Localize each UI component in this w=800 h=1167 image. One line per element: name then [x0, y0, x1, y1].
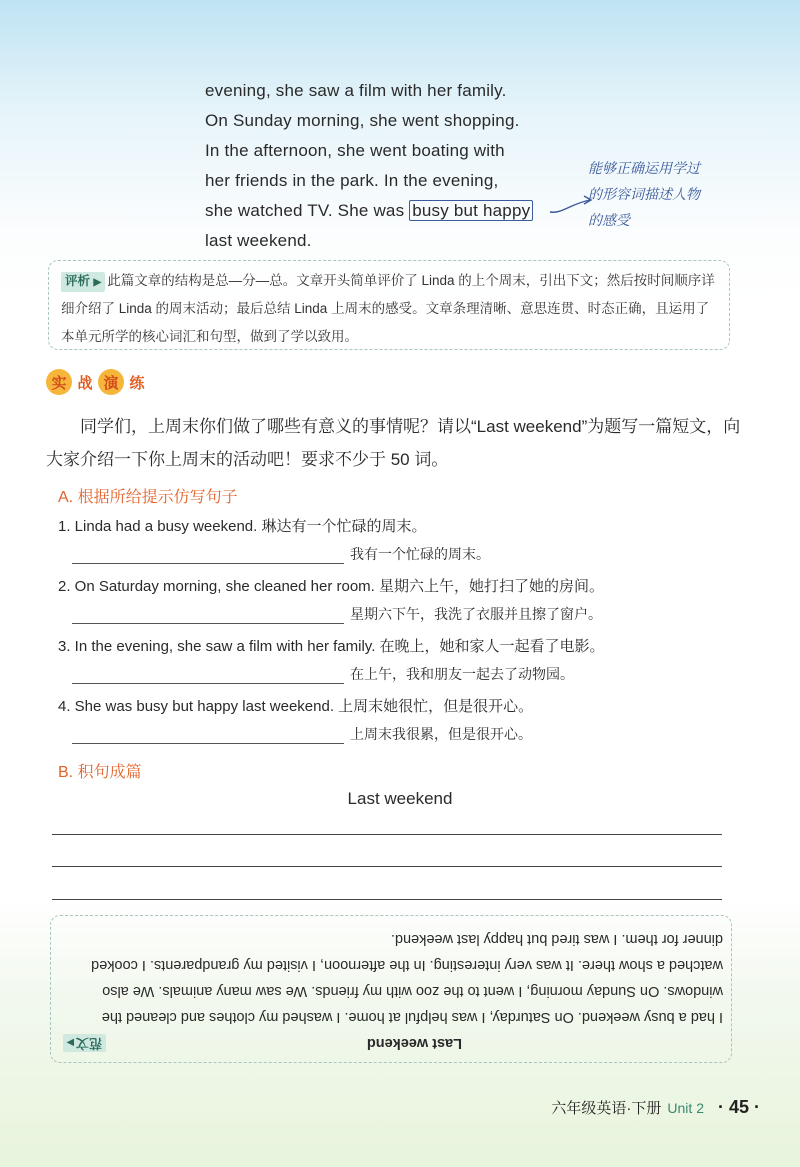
question-2: 2. On Saturday morning, she cleaned her room. 星期六上午，她打扫了她的房间。	[58, 578, 605, 595]
triangle-right-icon: ▶	[93, 277, 102, 288]
section-heading-char: 战	[77, 374, 93, 392]
passage-line: evening, she saw a film with her family.	[205, 81, 507, 100]
note-line: 的感受	[588, 213, 630, 229]
note-line: 的形容词描述人物	[588, 187, 700, 203]
part-a-title: A. 根据所给提示仿写句子	[58, 489, 238, 506]
writing-line[interactable]	[52, 866, 722, 867]
handwritten-note	[588, 156, 758, 234]
analysis-tag	[61, 272, 105, 292]
analysis-text: 此篇文章的结构是总—分—总。文章开头简单评价了 Linda 的上个周末，引出下文；然后按时间顺序详细介绍了 Linda 的周末活动；最后总结 Linda 上周末的感受。文章条理清晰、意思连贯、时态正确，且运用了本单元所学的核心词汇和句型，做到了学以致用。	[61, 273, 715, 344]
page-number: · 45 ·	[717, 1097, 760, 1117]
prompt-text: 星期六下午，我洗了衣服并且擦了窗户。	[350, 606, 602, 622]
writing-line[interactable]	[52, 834, 722, 835]
answer-row-4	[72, 724, 532, 744]
passage-line: In the afternoon, she went boating with	[205, 141, 505, 160]
question-1: 1. Linda had a busy weekend. 琳达有一个忙碌的周末。	[58, 518, 427, 535]
model-answer-rotated	[63, 926, 723, 1056]
model-answer-tag-label: 范文	[75, 1036, 102, 1051]
writing-line[interactable]	[52, 899, 722, 900]
model-answer-box	[50, 915, 732, 1063]
section-heading	[46, 369, 150, 395]
task-instructions: 同学们，上周末你们做了哪些有意义的事情呢？请以“Last weekend”为题写一篇短文，向大家介绍一下你上周末的活动吧！要求不少于 50 词。	[46, 417, 741, 469]
triangle-right-icon: ▶	[67, 1038, 74, 1048]
passage-line: On Sunday morning, she went shopping.	[205, 111, 520, 130]
prompt-text: 上周末我很累，但是很开心。	[350, 726, 532, 742]
passage-line	[205, 196, 565, 226]
prompt-text: 在上午，我和朋友一起去了动物园。	[350, 666, 574, 682]
answer-blank[interactable]	[72, 742, 344, 744]
question-3: 3. In the evening, she saw a film with her family. 在晚上，她和家人一起看了电影。	[58, 638, 605, 655]
answer-row-2	[72, 604, 602, 624]
passage-line: her friends in the park. In the evening,	[205, 171, 499, 190]
unit-label: Unit 2	[667, 1099, 704, 1116]
answer-row-3	[72, 664, 574, 684]
model-answer-tag	[63, 1034, 106, 1052]
book-title: 六年级英语·下册	[551, 1100, 662, 1117]
question-4: 4. She was busy but happy last weekend. 上周末她很忙，但是很开心。	[58, 698, 534, 715]
highlighted-phrase: busy but happy	[409, 200, 533, 221]
page-footer	[551, 1097, 760, 1118]
essay-title: Last weekend	[347, 789, 453, 808]
analysis-box	[48, 260, 730, 350]
essay-passage	[205, 76, 565, 256]
model-answer-title: Last weekend	[366, 1035, 463, 1051]
answer-blank[interactable]	[72, 622, 344, 624]
passage-text: she watched TV. She was	[205, 201, 410, 220]
note-line: 能够正确运用学过	[588, 161, 700, 177]
prompt-text: 我有一个忙碌的周末。	[350, 546, 490, 562]
section-heading-char: 练	[129, 374, 145, 392]
answer-blank[interactable]	[72, 682, 344, 684]
passage-line: last weekend.	[205, 231, 312, 250]
model-answer-text: I had a busy weekend. On Saturday, I was helpful at home. I washed my clothes and cleaned the windows. On Sunday morning, I went to the zoo with my friends. We saw many animals. We also watched a show there. It was very interesting. In the afternoon, I visited my grandparents. I cooked dinner for them. I was tired but happy last weekend.	[91, 931, 723, 1025]
part-b-title: B. 积句成篇	[58, 764, 142, 781]
answer-blank[interactable]	[72, 562, 344, 564]
section-heading-char: 演	[98, 369, 124, 395]
analysis-tag-label: 评析	[65, 274, 91, 288]
section-heading-char: 实	[46, 369, 72, 395]
answer-row-1	[72, 544, 490, 564]
